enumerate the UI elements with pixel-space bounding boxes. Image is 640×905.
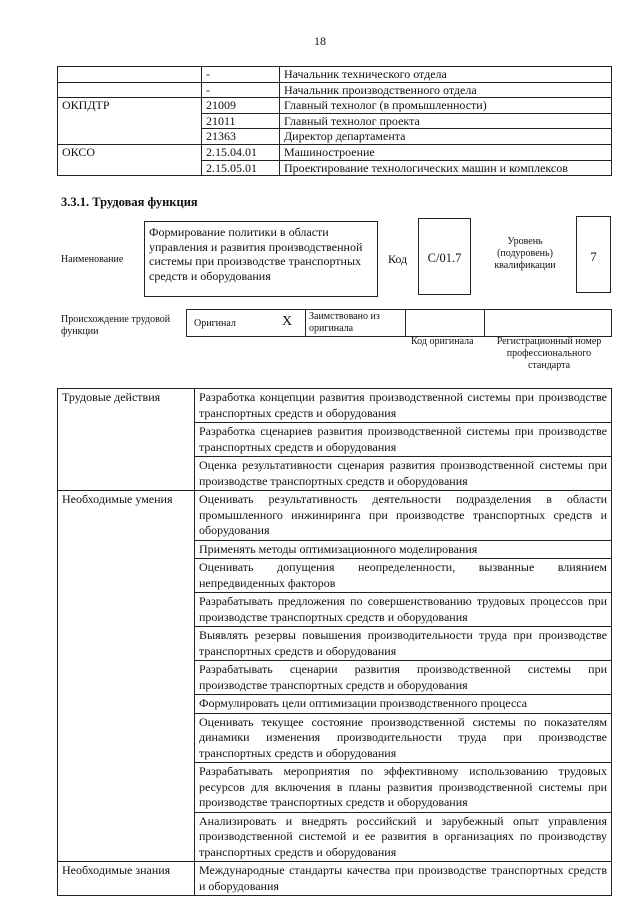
code-original-cell [405,310,485,336]
original-label: Оригинал [194,318,236,329]
name-cell: Главный технолог (в промышленности) [280,98,612,114]
classifier-cell [58,67,202,83]
classifier-cell [58,82,202,98]
name-label: Наименование [61,254,124,265]
table-row [58,144,612,160]
name-cell: Машиностроение [280,144,612,160]
item-cell: Анализировать и внедрять российский и зарубежный опыт управления производственной системой и ее развития в организациях по производству транспортных средств и оборудования [195,812,612,862]
reg-number-caption: Регистрационный номер профессионального стандарта [496,336,602,371]
item-cell: Разрабатывать сценарии развития производственной системы при производстве транспортных средств и оборудования [195,661,612,695]
item-cell: Разработка концепции развития производственной системы при производстве транспортных средств и оборудования [195,389,612,423]
original-mark: X [282,314,293,329]
code-cell: 21363 [202,129,280,145]
table-row [58,98,612,114]
classifier-cell: ОКСО [58,144,202,175]
table-row [58,389,612,423]
code-cell: 21009 [202,98,280,114]
code-cell: - [202,67,280,83]
classifier-cell: ОКПДТР [58,98,202,145]
table-row [58,67,612,83]
item-cell: Разработка сценариев развития производственной системы при производстве транспортных средств и оборудования [195,423,612,457]
code-cell: 2.15.04.01 [202,144,280,160]
name-cell: Директор департамента [280,129,612,145]
table-row [58,862,612,896]
item-cell: Оценивать текущее состояние производственной системы по показателям динамики изменения производительности труда при производстве транспортных средств и оборудования [195,713,612,763]
item-cell: Разрабатывать предложения по совершенствованию трудовых процессов при производстве транспортных средств и оборудования [195,593,612,627]
origin-label: Происхождение трудовой функции [61,314,171,337]
code-label: Код [388,252,408,266]
item-cell: Разрабатывать мероприятия по эффективному использованию трудовых ресурсов для включения в планы развития производственной системы при производстве транспортных средств и оборудования [195,763,612,813]
code-original-caption: Код оригинала [411,336,474,347]
original-cell [187,310,306,336]
name-cell: Проектирование технологических машин и комплексов [280,160,612,176]
code-cell: 21011 [202,113,280,129]
origin-box [186,309,612,337]
category-cell: Необходимые знания [58,862,195,896]
item-cell: Выявлять резервы повышения производительности труда при производстве транспортных средств и оборудования [195,627,612,661]
function-code: С/01.7 [418,218,471,295]
details-table [57,388,612,896]
item-cell: Международные стандарты качества при производстве транспортных средств и оборудования [195,862,612,896]
name-cell: Главный технолог проекта [280,113,612,129]
level-label: Уровень (подуровень) квалификации [494,236,556,271]
function-name: Формирование политики в области управления и развития производственной системы при производстве транспортных средств и оборудования [144,221,378,297]
category-cell: Трудовые действия [58,389,195,491]
item-cell: Оценивать результативность деятельности подразделения в области промышленного инжиниринга при производстве транспортных средств и оборудования [195,491,612,541]
name-cell: Начальник технического отдела [280,67,612,83]
page-number: 18 [314,34,326,48]
code-cell: 2.15.05.01 [202,160,280,176]
codes-table [57,66,612,176]
borrowed-label: Заимствовано из оригинала [309,311,380,334]
name-cell: Начальник производственного отдела [280,82,612,98]
item-cell: Формулировать цели оптимизации производственного процесса [195,695,612,714]
table-row [58,491,612,541]
item-cell: Оценка результативности сценария развития производственной системы при производстве транспортных средств и оборудования [195,457,612,491]
section-title: 3.3.1. Трудовая функция [61,195,198,209]
item-cell: Применять методы оптимизационного моделирования [195,540,612,559]
item-cell: Оценивать допущения неопределенности, вызванные влиянием непредвиденных факторов [195,559,612,593]
code-cell: - [202,82,280,98]
table-row [58,82,612,98]
category-cell: Необходимые умения [58,491,195,862]
function-level: 7 [576,216,611,293]
